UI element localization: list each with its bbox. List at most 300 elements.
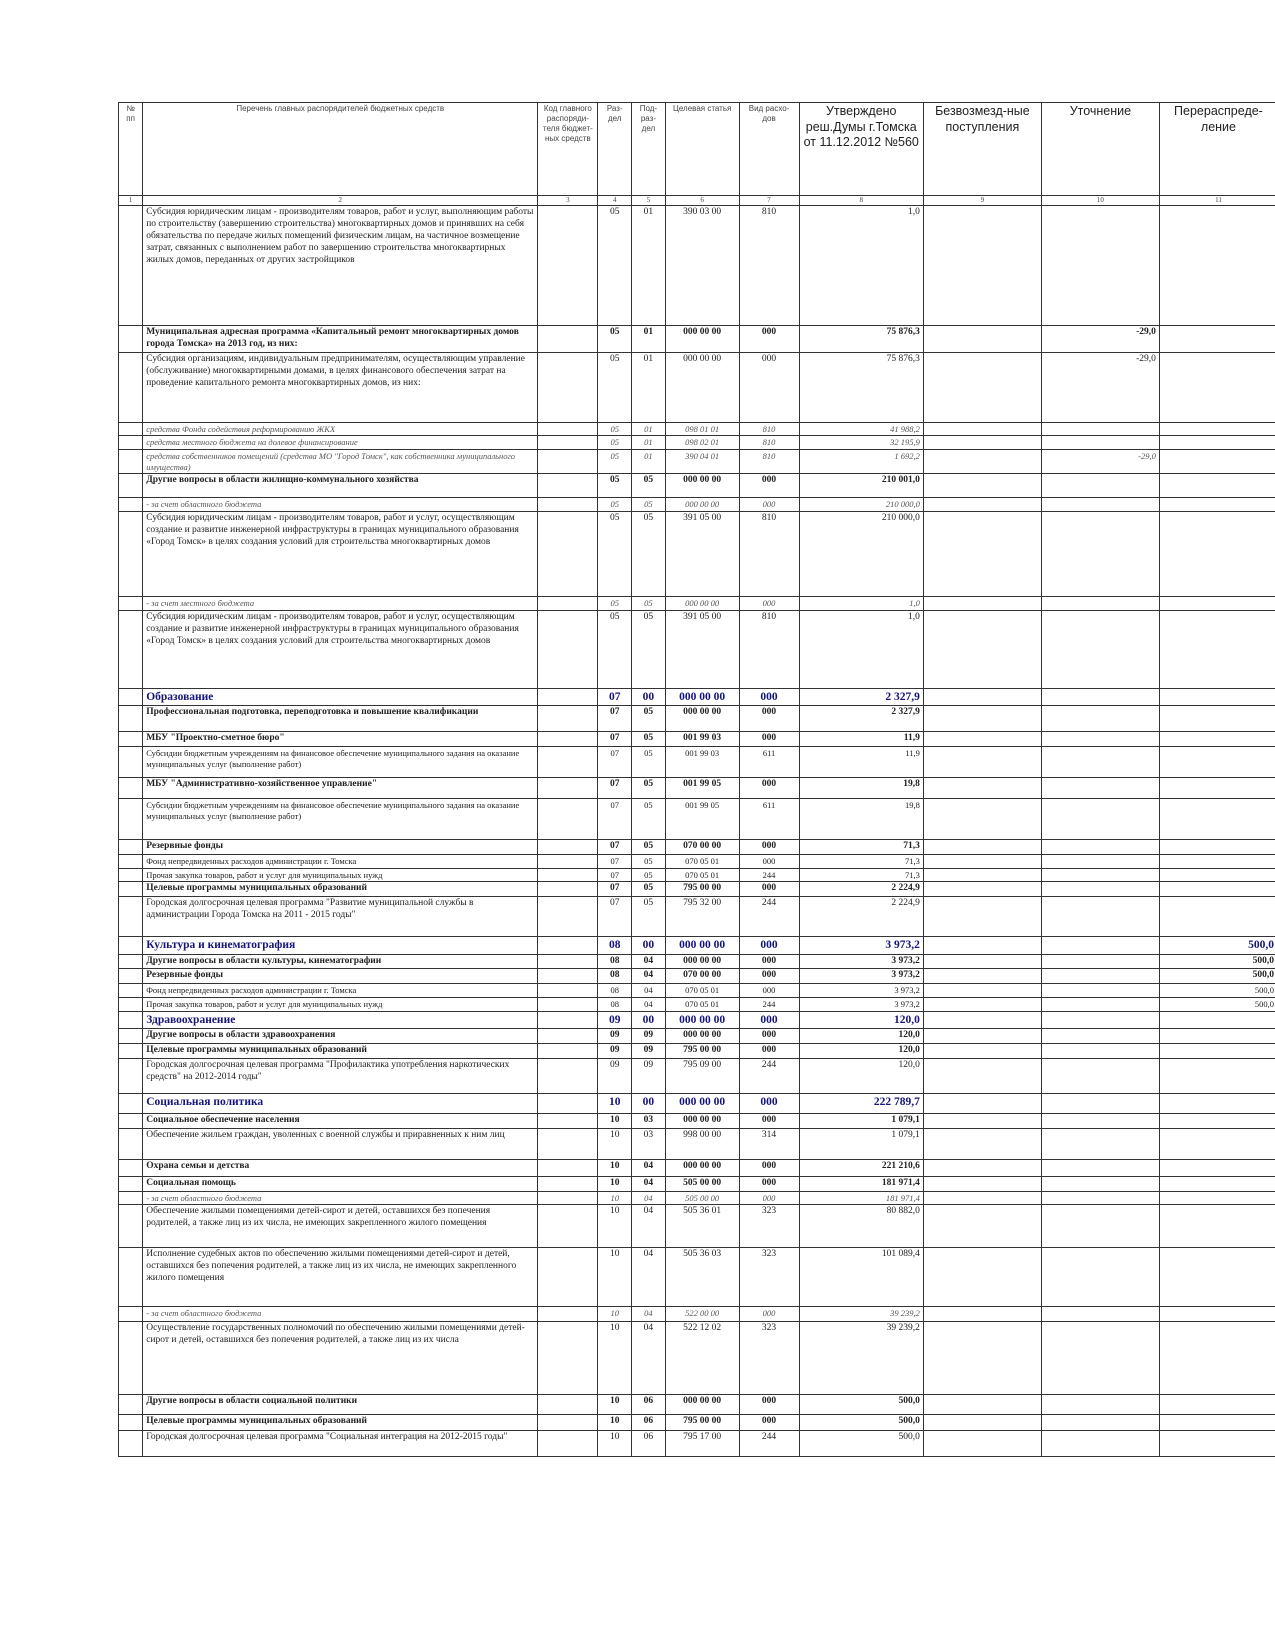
- cell-code: [538, 1322, 598, 1395]
- cell-podrazdel: 05: [632, 897, 666, 937]
- cell-name: средства местного бюджета на долевое финансирование: [143, 436, 538, 450]
- cell-num: [119, 1043, 143, 1058]
- cell-approved: 19,8: [799, 799, 923, 840]
- cell-redistribution: [1159, 1415, 1275, 1431]
- cell-code: [538, 688, 598, 705]
- cell-podrazdel: 04: [632, 997, 666, 1011]
- cell-approved: 11,9: [799, 747, 923, 778]
- cell-name: средства Фонда содействия реформированию ЖКХ: [143, 422, 538, 436]
- cell-redistribution: [1159, 882, 1275, 897]
- cell-podrazdel: 05: [632, 498, 666, 512]
- cell-podrazdel: 00: [632, 1011, 666, 1028]
- cell-name: Субсидия юридическим лицам - производителям товаров, работ и услуг, выполняющим работы по строительству (завершению строительства) многоквартирных домов и принявших на себя обязательства по передаче жилых помещений физическим лицам, на частичное возмещение затрат, связанных с выполнением работ по завершению строительства многоквартирных жилых домов, переданных от других застройщиков: [143, 206, 538, 326]
- cell-name: Муниципальная адресная программа «Капитальный ремонт многоквартирных домов города Томска» на 2013 год, из них:: [143, 326, 538, 353]
- table-row: [119, 1395, 1275, 1415]
- cell-name: Прочая закупка товаров, работ и услуг для муниципальных нужд: [143, 868, 538, 882]
- cell-razdel: 07: [598, 840, 632, 855]
- cell-razdel: 05: [598, 610, 632, 688]
- cell-target-article: 000 00 00: [665, 954, 739, 969]
- cell-target-article: 795 32 00: [665, 897, 739, 937]
- cell-target-article: 390 03 00: [665, 206, 739, 326]
- table-row: [119, 1205, 1275, 1248]
- cell-grants: [923, 1011, 1041, 1028]
- cell-num: [119, 1191, 143, 1205]
- cell-razdel: 10: [598, 1113, 632, 1128]
- table-row: [119, 799, 1275, 840]
- cell-grants: [923, 597, 1041, 611]
- cell-grants: [923, 1322, 1041, 1395]
- table-row: [119, 597, 1275, 611]
- cell-redistribution: [1159, 326, 1275, 353]
- cell-clarification: [1041, 1043, 1159, 1058]
- table-row: [119, 897, 1275, 937]
- cell-redistribution: [1159, 1322, 1275, 1395]
- cell-redistribution: [1159, 422, 1275, 436]
- table-row: [119, 1058, 1275, 1093]
- cell-name: - за счет областного бюджета: [143, 1307, 538, 1322]
- cell-redistribution: 500,0: [1159, 997, 1275, 1011]
- cell-target-article: 795 17 00: [665, 1431, 739, 1457]
- cell-approved: 1,0: [799, 597, 923, 611]
- cell-redistribution: [1159, 450, 1275, 474]
- cell-razdel: 05: [598, 206, 632, 326]
- cell-target-article: 000 00 00: [665, 1159, 739, 1176]
- cell-clarification: [1041, 706, 1159, 732]
- table-row: [119, 1191, 1275, 1205]
- cell-num: [119, 1128, 143, 1159]
- table-row: [119, 747, 1275, 778]
- cell-clarification: [1041, 1431, 1159, 1457]
- cell-num: [119, 352, 143, 422]
- header-grants: Безвозмезд-ные поступления: [923, 103, 1041, 196]
- cell-redistribution: [1159, 799, 1275, 840]
- cell-num: [119, 969, 143, 984]
- colnum-11: 11: [1159, 196, 1275, 206]
- cell-redistribution: [1159, 498, 1275, 512]
- cell-target-article: 000 00 00: [665, 498, 739, 512]
- cell-approved: 39 239,2: [799, 1307, 923, 1322]
- cell-num: [119, 450, 143, 474]
- cell-redistribution: [1159, 512, 1275, 597]
- cell-redistribution: 500,0: [1159, 969, 1275, 984]
- cell-name: Прочая закупка товаров, работ и услуг для муниципальных нужд: [143, 997, 538, 1011]
- cell-grants: [923, 1191, 1041, 1205]
- cell-clarification: [1041, 1113, 1159, 1128]
- cell-clarification: [1041, 778, 1159, 799]
- cell-clarification: [1041, 512, 1159, 597]
- cell-expense-type: 244: [739, 1431, 799, 1457]
- colnum-1: 1: [119, 196, 143, 206]
- cell-expense-type: 000: [739, 1028, 799, 1043]
- colnum-3: 3: [538, 196, 598, 206]
- cell-approved: 41 988,2: [799, 422, 923, 436]
- cell-grants: [923, 1431, 1041, 1457]
- cell-approved: 120,0: [799, 1043, 923, 1058]
- cell-razdel: 05: [598, 352, 632, 422]
- cell-grants: [923, 498, 1041, 512]
- cell-num: [119, 1176, 143, 1191]
- cell-clarification: [1041, 498, 1159, 512]
- table-row: [119, 436, 1275, 450]
- cell-approved: 39 239,2: [799, 1322, 923, 1395]
- cell-expense-type: 000: [739, 1093, 799, 1113]
- cell-razdel: 05: [598, 597, 632, 611]
- cell-expense-type: 000: [739, 984, 799, 998]
- cell-grants: [923, 778, 1041, 799]
- cell-razdel: 07: [598, 706, 632, 732]
- cell-grants: [923, 747, 1041, 778]
- table-row: [119, 1093, 1275, 1113]
- cell-code: [538, 597, 598, 611]
- cell-target-article: 000 00 00: [665, 1093, 739, 1113]
- cell-podrazdel: 01: [632, 422, 666, 436]
- cell-razdel: 10: [598, 1307, 632, 1322]
- cell-redistribution: [1159, 597, 1275, 611]
- table-row: [119, 1307, 1275, 1322]
- table-row: [119, 778, 1275, 799]
- cell-code: [538, 984, 598, 998]
- cell-approved: 71,3: [799, 840, 923, 855]
- cell-target-article: 795 00 00: [665, 882, 739, 897]
- cell-podrazdel: 05: [632, 732, 666, 747]
- cell-redistribution: [1159, 1176, 1275, 1191]
- cell-grants: [923, 1058, 1041, 1093]
- cell-code: [538, 610, 598, 688]
- table-row: [119, 688, 1275, 705]
- cell-clarification: [1041, 1128, 1159, 1159]
- table-row: [119, 882, 1275, 897]
- cell-clarification: [1041, 1011, 1159, 1028]
- table-row: [119, 954, 1275, 969]
- cell-code: [538, 422, 598, 436]
- cell-code: [538, 206, 598, 326]
- cell-approved: 500,0: [799, 1395, 923, 1415]
- cell-num: [119, 747, 143, 778]
- cell-expense-type: 000: [739, 1011, 799, 1028]
- cell-redistribution: [1159, 778, 1275, 799]
- cell-name: Резервные фонды: [143, 840, 538, 855]
- cell-podrazdel: 04: [632, 1248, 666, 1307]
- cell-code: [538, 1307, 598, 1322]
- table-row: [119, 1028, 1275, 1043]
- cell-approved: 500,0: [799, 1431, 923, 1457]
- cell-name: МБУ "Административно-хозяйственное управление": [143, 778, 538, 799]
- cell-razdel: 05: [598, 436, 632, 450]
- cell-podrazdel: 04: [632, 1307, 666, 1322]
- cell-podrazdel: 01: [632, 326, 666, 353]
- cell-grants: [923, 897, 1041, 937]
- table-body: [119, 206, 1275, 1457]
- cell-razdel: 10: [598, 1159, 632, 1176]
- cell-name: Здравоохранение: [143, 1011, 538, 1028]
- table-row: [119, 868, 1275, 882]
- cell-approved: 2 224,9: [799, 897, 923, 937]
- cell-redistribution: [1159, 206, 1275, 326]
- cell-target-article: 391 05 00: [665, 610, 739, 688]
- cell-num: [119, 732, 143, 747]
- cell-grants: [923, 688, 1041, 705]
- cell-code: [538, 1043, 598, 1058]
- table-row: [119, 840, 1275, 855]
- cell-podrazdel: 06: [632, 1431, 666, 1457]
- cell-redistribution: [1159, 1159, 1275, 1176]
- cell-target-article: 000 00 00: [665, 1028, 739, 1043]
- cell-clarification: [1041, 436, 1159, 450]
- cell-razdel: 08: [598, 954, 632, 969]
- cell-approved: 181 971,4: [799, 1176, 923, 1191]
- cell-clarification: -29,0: [1041, 326, 1159, 353]
- cell-expense-type: 611: [739, 747, 799, 778]
- cell-redistribution: [1159, 1431, 1275, 1457]
- column-number-row: [119, 196, 1275, 206]
- cell-num: [119, 997, 143, 1011]
- cell-grants: [923, 840, 1041, 855]
- cell-name: Фонд непредвиденных расходов администрации г. Томска: [143, 855, 538, 869]
- cell-approved: 71,3: [799, 855, 923, 869]
- header-expense-type: Вид расхо-дов: [739, 103, 799, 196]
- cell-razdel: 10: [598, 1128, 632, 1159]
- cell-name: Охрана семьи и детства: [143, 1159, 538, 1176]
- cell-num: [119, 1205, 143, 1248]
- cell-expense-type: 314: [739, 1128, 799, 1159]
- cell-target-article: 070 05 01: [665, 855, 739, 869]
- cell-redistribution: [1159, 897, 1275, 937]
- cell-podrazdel: 05: [632, 747, 666, 778]
- cell-approved: 3 973,2: [799, 954, 923, 969]
- cell-clarification: [1041, 840, 1159, 855]
- cell-clarification: [1041, 1176, 1159, 1191]
- cell-approved: 1 079,1: [799, 1128, 923, 1159]
- cell-grants: [923, 969, 1041, 984]
- cell-grants: [923, 855, 1041, 869]
- cell-redistribution: [1159, 1191, 1275, 1205]
- cell-target-article: 522 00 00: [665, 1307, 739, 1322]
- cell-clarification: [1041, 997, 1159, 1011]
- cell-approved: 210 001,0: [799, 474, 923, 498]
- cell-num: [119, 597, 143, 611]
- cell-redistribution: [1159, 1043, 1275, 1058]
- cell-grants: [923, 512, 1041, 597]
- cell-num: [119, 1058, 143, 1093]
- cell-num: [119, 474, 143, 498]
- cell-name: Осуществление государственных полномочий по обеспечению жилыми помещениями детей-сирот и детей, оставшихся без попечения родителей, а также лиц из их числа: [143, 1322, 538, 1395]
- cell-clarification: [1041, 1191, 1159, 1205]
- cell-grants: [923, 706, 1041, 732]
- cell-target-article: 505 00 00: [665, 1176, 739, 1191]
- table-row: [119, 1043, 1275, 1058]
- cell-target-article: 098 01 01: [665, 422, 739, 436]
- cell-razdel: 05: [598, 498, 632, 512]
- cell-grants: [923, 937, 1041, 954]
- header-num: № пп: [119, 103, 143, 196]
- cell-redistribution: [1159, 1128, 1275, 1159]
- cell-expense-type: 244: [739, 1058, 799, 1093]
- cell-num: [119, 326, 143, 353]
- cell-podrazdel: 04: [632, 1176, 666, 1191]
- cell-clarification: [1041, 1028, 1159, 1043]
- cell-grants: [923, 1128, 1041, 1159]
- cell-clarification: [1041, 610, 1159, 688]
- cell-target-article: 000 00 00: [665, 937, 739, 954]
- cell-clarification: [1041, 597, 1159, 611]
- cell-target-article: 001 99 05: [665, 799, 739, 840]
- cell-code: [538, 474, 598, 498]
- cell-expense-type: 000: [739, 969, 799, 984]
- cell-approved: 181 971,4: [799, 1191, 923, 1205]
- cell-razdel: 07: [598, 732, 632, 747]
- cell-code: [538, 897, 598, 937]
- cell-target-article: 795 00 00: [665, 1043, 739, 1058]
- cell-num: [119, 1093, 143, 1113]
- cell-grants: [923, 984, 1041, 998]
- cell-code: [538, 1058, 598, 1093]
- cell-razdel: 09: [598, 1043, 632, 1058]
- table-row: [119, 352, 1275, 422]
- cell-redistribution: [1159, 610, 1275, 688]
- cell-target-article: 070 00 00: [665, 840, 739, 855]
- cell-podrazdel: 09: [632, 1043, 666, 1058]
- cell-target-article: 505 36 03: [665, 1248, 739, 1307]
- cell-razdel: 08: [598, 997, 632, 1011]
- cell-target-article: 000 00 00: [665, 1113, 739, 1128]
- cell-approved: 120,0: [799, 1058, 923, 1093]
- cell-clarification: [1041, 1307, 1159, 1322]
- cell-podrazdel: 06: [632, 1415, 666, 1431]
- cell-redistribution: [1159, 732, 1275, 747]
- cell-podrazdel: 09: [632, 1028, 666, 1043]
- cell-approved: 1 079,1: [799, 1113, 923, 1128]
- cell-expense-type: 000: [739, 954, 799, 969]
- cell-expense-type: 000: [739, 1113, 799, 1128]
- cell-target-article: 522 12 02: [665, 1322, 739, 1395]
- cell-approved: 75 876,3: [799, 352, 923, 422]
- cell-clarification: [1041, 969, 1159, 984]
- cell-expense-type: 000: [739, 1159, 799, 1176]
- table-row: [119, 997, 1275, 1011]
- cell-code: [538, 1093, 598, 1113]
- cell-podrazdel: 05: [632, 610, 666, 688]
- cell-clarification: [1041, 882, 1159, 897]
- cell-razdel: 08: [598, 969, 632, 984]
- cell-razdel: 10: [598, 1191, 632, 1205]
- table-row: [119, 450, 1275, 474]
- cell-approved: 1 692,2: [799, 450, 923, 474]
- cell-name: Городская долгосрочная целевая программа "Социальная интеграция на 2012-2015 годы": [143, 1431, 538, 1457]
- cell-redistribution: [1159, 1205, 1275, 1248]
- cell-code: [538, 706, 598, 732]
- cell-razdel: 05: [598, 422, 632, 436]
- budget-sheet: [118, 102, 1275, 1457]
- cell-expense-type: 000: [739, 352, 799, 422]
- cell-expense-type: 323: [739, 1248, 799, 1307]
- cell-clarification: [1041, 1395, 1159, 1415]
- cell-name: Исполнение судебных актов по обеспечению жилыми помещениями детей-сирот и детей, оставшихся без попечения родителей, а также лиц из их числа, не имеющих закрепленного жилого помещения: [143, 1248, 538, 1307]
- cell-code: [538, 1205, 598, 1248]
- cell-clarification: [1041, 868, 1159, 882]
- cell-grants: [923, 436, 1041, 450]
- cell-razdel: 07: [598, 855, 632, 869]
- cell-name: Резервные фонды: [143, 969, 538, 984]
- cell-grants: [923, 1307, 1041, 1322]
- cell-target-article: 000 00 00: [665, 597, 739, 611]
- cell-podrazdel: 04: [632, 1159, 666, 1176]
- cell-grants: [923, 352, 1041, 422]
- cell-clarification: [1041, 1058, 1159, 1093]
- cell-clarification: [1041, 1248, 1159, 1307]
- cell-redistribution: [1159, 436, 1275, 450]
- cell-podrazdel: 00: [632, 688, 666, 705]
- cell-code: [538, 450, 598, 474]
- cell-podrazdel: 01: [632, 450, 666, 474]
- cell-target-article: 001 99 05: [665, 778, 739, 799]
- cell-name: Образование: [143, 688, 538, 705]
- cell-approved: 3 973,2: [799, 969, 923, 984]
- cell-grants: [923, 997, 1041, 1011]
- cell-redistribution: [1159, 474, 1275, 498]
- cell-grants: [923, 1395, 1041, 1415]
- cell-razdel: 10: [598, 1176, 632, 1191]
- cell-num: [119, 436, 143, 450]
- cell-podrazdel: 00: [632, 937, 666, 954]
- colnum-9: 9: [923, 196, 1041, 206]
- cell-redistribution: 500,0: [1159, 954, 1275, 969]
- cell-grants: [923, 474, 1041, 498]
- header-row: [119, 103, 1275, 196]
- cell-name: Городская долгосрочная целевая программа "Профилактика употребления наркотических средств" на 2012-2014 годы": [143, 1058, 538, 1093]
- cell-grants: [923, 326, 1041, 353]
- cell-approved: 32 195,9: [799, 436, 923, 450]
- cell-grants: [923, 450, 1041, 474]
- cell-razdel: 08: [598, 937, 632, 954]
- cell-expense-type: 810: [739, 450, 799, 474]
- cell-grants: [923, 1415, 1041, 1431]
- cell-code: [538, 1415, 598, 1431]
- cell-code: [538, 1011, 598, 1028]
- cell-code: [538, 855, 598, 869]
- cell-name: Субсидия юридическим лицам - производителям товаров, работ и услуг, осуществляющим создание и развитие инженерной инфраструктуры в границах муниципального образования «Город Томск» в целях создания условий для строительства многоквартирных домов: [143, 512, 538, 597]
- header-name: Перечень главных распорядителей бюджетных средств: [143, 103, 538, 196]
- cell-approved: 1,0: [799, 610, 923, 688]
- cell-num: [119, 840, 143, 855]
- cell-num: [119, 610, 143, 688]
- cell-code: [538, 1028, 598, 1043]
- cell-redistribution: [1159, 747, 1275, 778]
- colnum-5: 5: [632, 196, 666, 206]
- cell-target-article: 070 05 01: [665, 868, 739, 882]
- cell-podrazdel: 04: [632, 1191, 666, 1205]
- cell-grants: [923, 610, 1041, 688]
- cell-razdel: 09: [598, 1011, 632, 1028]
- cell-code: [538, 937, 598, 954]
- cell-expense-type: 810: [739, 422, 799, 436]
- cell-name: Социальная помощь: [143, 1176, 538, 1191]
- cell-clarification: [1041, 732, 1159, 747]
- cell-num: [119, 778, 143, 799]
- table-row: [119, 1128, 1275, 1159]
- cell-name: Культура и кинематография: [143, 937, 538, 954]
- header-redistribution: Перераспреде-ление: [1159, 103, 1275, 196]
- colnum-10: 10: [1041, 196, 1159, 206]
- cell-expense-type: 000: [739, 326, 799, 353]
- cell-expense-type: 000: [739, 1191, 799, 1205]
- cell-num: [119, 206, 143, 326]
- cell-grants: [923, 954, 1041, 969]
- cell-target-article: 000 00 00: [665, 326, 739, 353]
- table-row: [119, 855, 1275, 869]
- cell-razdel: 05: [598, 512, 632, 597]
- cell-approved: 221 210,6: [799, 1159, 923, 1176]
- cell-podrazdel: 05: [632, 778, 666, 799]
